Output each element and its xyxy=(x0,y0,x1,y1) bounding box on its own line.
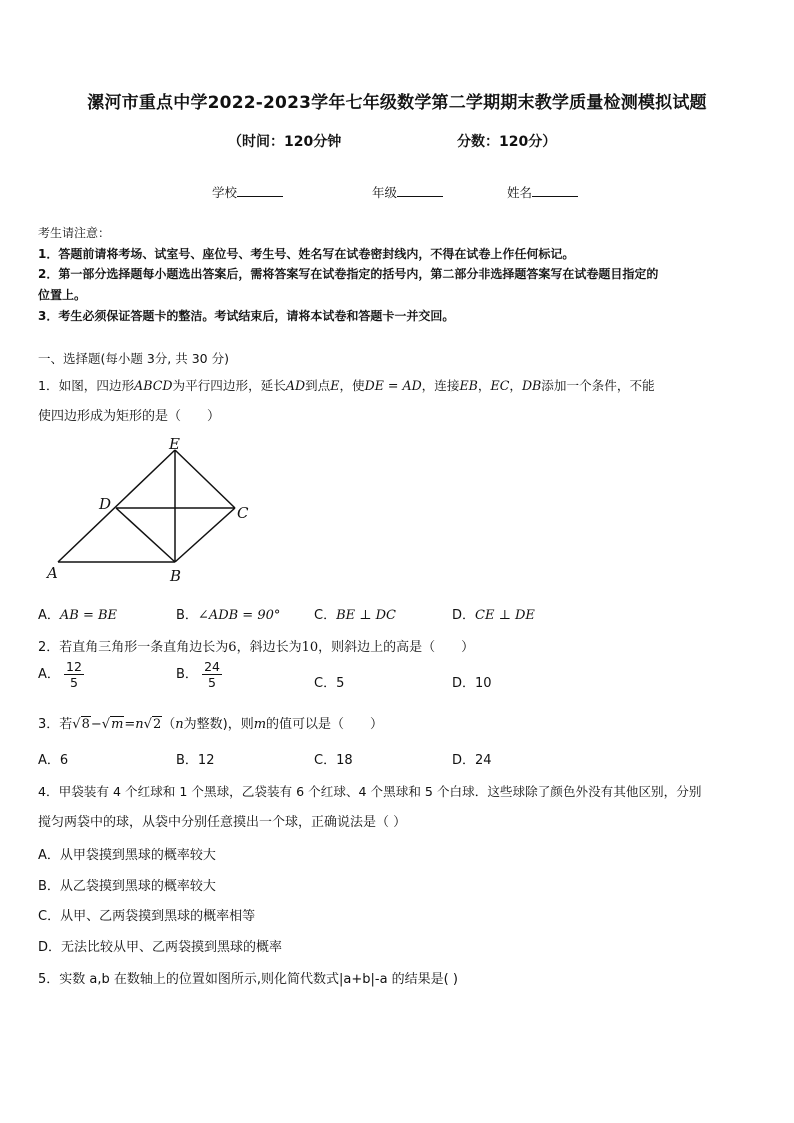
option-text: 24 xyxy=(475,753,492,768)
option-text: AB = BE xyxy=(59,608,118,623)
q1-text: ， xyxy=(509,378,522,393)
notice-item-1: 1．答题前请将考场、试室号、座位号、考生号、姓名写在试卷密封线内，不得在试卷上作任何标记。 xyxy=(38,247,575,261)
option-letter: C． xyxy=(314,676,337,691)
grade-field xyxy=(372,183,443,201)
option-letter: D． xyxy=(452,753,476,768)
coefficient-n: n xyxy=(135,717,144,732)
q4-option-d: D．无法比较从甲、乙两袋摸到黑球的概率 xyxy=(38,940,283,955)
q1-text: 到点 xyxy=(305,378,331,393)
variable-m: m xyxy=(253,717,267,732)
q1-option-a xyxy=(38,604,117,623)
notice-heading: 考生请注意： xyxy=(38,226,111,240)
option-text: CE ⊥ DE xyxy=(475,608,535,623)
notice-item-3: 3．考生必须保证答题卡的整洁。考试结束后，请将本试卷和答题卡一并交回。 xyxy=(38,309,455,323)
option-letter: C． xyxy=(314,753,337,768)
q2-option-b xyxy=(176,659,222,690)
q1-option-d xyxy=(452,604,535,623)
name-label: 姓名 xyxy=(507,185,533,200)
option-text: BE ⊥ DC xyxy=(336,608,396,623)
question-5: 5．实数 a,b 在数轴上的位置如图所示,则化简代数式|a+b|-a 的结果是( ) xyxy=(38,972,458,987)
fraction xyxy=(202,659,222,690)
fraction xyxy=(64,659,84,690)
option-text: 5 xyxy=(336,676,345,691)
option-text: 10 xyxy=(475,676,492,691)
radicand: m xyxy=(111,717,124,732)
q1-math: AD xyxy=(285,378,306,393)
q1-text: 为平行四边形，延长 xyxy=(172,378,286,393)
school-label: 学校 xyxy=(212,185,238,200)
q4-option-a: A．从甲袋摸到黑球的概率较大 xyxy=(38,848,216,863)
sqrt-8: √8 xyxy=(72,717,90,732)
grade-blank xyxy=(397,184,443,197)
option-letter: D． xyxy=(452,608,476,623)
option-letter: B． xyxy=(176,608,198,623)
option-letter: A． xyxy=(38,753,60,768)
option-text: 18 xyxy=(336,753,353,768)
q2-option-a xyxy=(38,659,84,690)
sqrt-m: √m xyxy=(101,717,124,732)
q3-option-a xyxy=(38,749,68,768)
segment-DB xyxy=(116,508,175,562)
q4-option-b: B．从乙袋摸到黑球的概率较大 xyxy=(38,879,216,894)
equals-sign: = xyxy=(124,717,136,732)
q2-text: ，斜边长为 xyxy=(236,640,302,655)
minus-sign: − xyxy=(90,717,102,732)
q4-option-c: C．从甲、乙两袋摸到黑球的概率相等 xyxy=(38,909,256,924)
q3-option-b xyxy=(176,749,214,768)
q2-number: 10 xyxy=(301,640,319,655)
q3-text: 为整数)，则 xyxy=(183,717,254,732)
q2-text: 2．若直角三角形一条直角边长为 xyxy=(38,640,229,655)
segment-EC xyxy=(175,450,235,508)
option-text: 12 xyxy=(197,753,215,768)
question-3 xyxy=(38,713,383,732)
option-letter: B． xyxy=(176,667,198,682)
q3-option-c xyxy=(314,749,353,768)
q1-option-b xyxy=(176,604,280,623)
q2-option-c xyxy=(314,672,344,691)
label-A: A xyxy=(47,564,58,582)
school-field xyxy=(212,183,283,201)
fraction-denominator: 5 xyxy=(208,675,216,690)
option-letter: D． xyxy=(452,676,476,691)
option-letter: A． xyxy=(38,608,60,623)
question-1-line-2: 使四边形成为矩形的是（ ） xyxy=(38,409,221,424)
option-text: 6 xyxy=(59,753,69,768)
question-2 xyxy=(38,636,474,655)
q1-option-c xyxy=(314,604,396,623)
q1-text: 添加一个条件，不能 xyxy=(541,378,655,393)
q1-math: E xyxy=(330,378,340,393)
label-C: C xyxy=(237,504,249,522)
q3-text: 3．若 xyxy=(38,717,73,732)
segment-BC xyxy=(175,508,235,562)
q2-text: ，则斜边上的高是（ ） xyxy=(318,640,475,655)
name-field xyxy=(507,183,578,201)
q1-math: EC xyxy=(490,378,510,393)
fraction-numerator: 24 xyxy=(204,659,220,674)
q1-text: ，使 xyxy=(339,378,365,393)
label-D: D xyxy=(99,495,112,513)
question-4-line-1: 4．甲袋装有 4 个红球和 1 个黑球，乙袋装有 6 个红球、4 个黑球和 5 个白球．这些球除了颜色外没有其他区别，分别 xyxy=(38,784,702,799)
q1-text: 1．如图，四边形 xyxy=(38,378,135,393)
q1-math: ABCD xyxy=(134,378,173,393)
fraction-numerator: 12 xyxy=(66,659,82,674)
notice-item-2: 2．第一部分选择题每小题选出答案后，需将答案写在试卷指定的括号内，第二部分非选择题答案写在试卷题目指定的 xyxy=(38,267,659,281)
variable-n: n xyxy=(175,717,184,732)
q3-text: 的值可以是（ ） xyxy=(266,717,384,732)
question-4-line-2: 搅匀两袋中的球，从袋中分别任意摸出一个球，正确说法是（ ） xyxy=(38,815,407,830)
q3-option-d xyxy=(452,749,492,768)
parallelogram-figure xyxy=(40,432,260,592)
q1-text: ，连接 xyxy=(421,378,460,393)
q2-number: 6 xyxy=(228,640,237,655)
q2-option-d xyxy=(452,672,492,691)
q1-math: EB xyxy=(459,378,478,393)
radicand: 2 xyxy=(152,717,162,732)
option-letter: A． xyxy=(38,667,60,682)
option-text: ∠ADB = 90° xyxy=(197,608,281,623)
label-B: B xyxy=(170,567,182,585)
q1-text: ， xyxy=(477,378,491,393)
exam-score: 分数：120分） xyxy=(457,134,557,150)
page-title: 漯河市重点中学2022-2023学年七年级数学第二学期期末教学质量检测模拟试题 xyxy=(87,93,707,113)
question-1-line-1 xyxy=(38,375,655,394)
section-heading: 一、选择题(每小题 3分, 共 30 分) xyxy=(38,351,229,366)
notice-item-2-cont: 位置上。 xyxy=(38,288,87,302)
label-E: E xyxy=(169,435,180,453)
name-blank xyxy=(532,184,578,197)
option-letter: C． xyxy=(314,608,337,623)
option-letter: B． xyxy=(176,753,198,768)
fraction-denominator: 5 xyxy=(70,675,78,690)
sqrt-2: √2 xyxy=(143,717,162,732)
school-blank xyxy=(237,184,283,197)
grade-label: 年级 xyxy=(372,185,398,200)
radicand: 8 xyxy=(81,717,90,732)
q1-math: DE = AD xyxy=(364,378,422,393)
q1-math: DB xyxy=(521,378,542,393)
exam-time: （时间：120分钟 xyxy=(228,134,342,150)
q3-text: （ xyxy=(162,717,176,732)
